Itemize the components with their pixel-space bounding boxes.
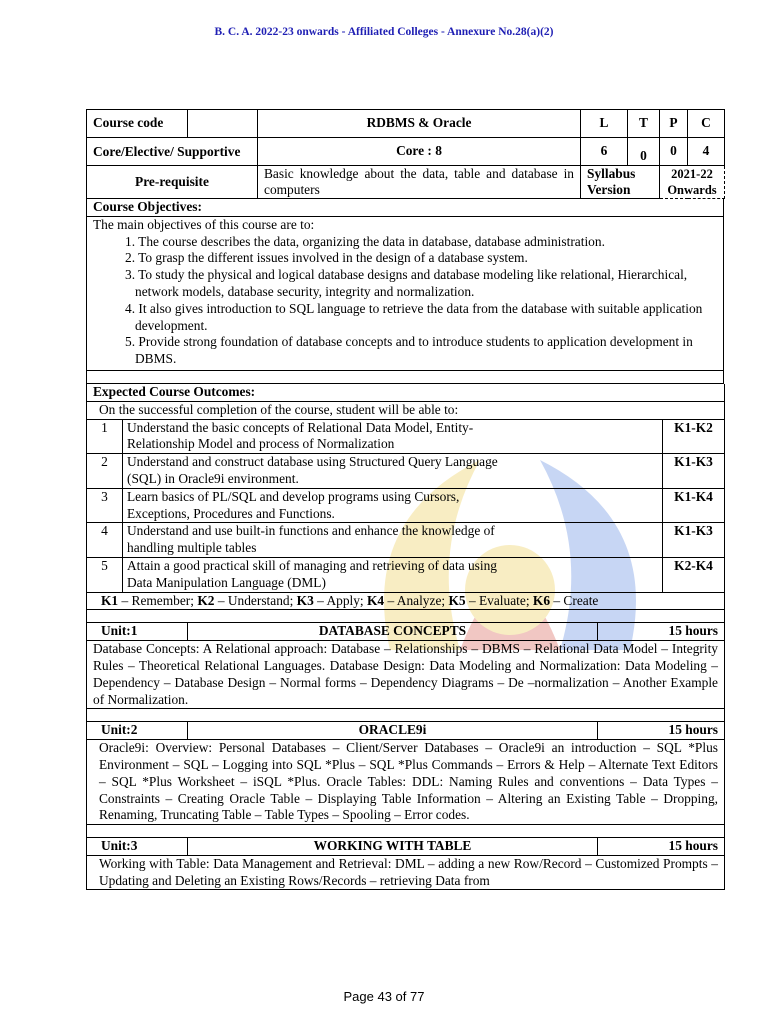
unit-header-row bbox=[87, 623, 725, 640]
knowledge-level-legend bbox=[87, 592, 725, 610]
unit-content: Working with Table: Data Management and Retrieval: DML – adding a new Row/Record – Customized Prompts – Updating and Deleting an Existing Rows/Records – retrieving Data from bbox=[87, 855, 725, 890]
credits-t: 0 bbox=[628, 138, 660, 166]
unit-title: DATABASE CONCEPTS bbox=[188, 623, 598, 640]
course-type-value: Core : 8 bbox=[258, 138, 581, 166]
legend-value: – Remember; bbox=[118, 592, 198, 608]
outcome-row bbox=[87, 523, 725, 558]
unit-hours: 15 hours bbox=[598, 623, 725, 640]
outcome-row bbox=[87, 454, 725, 489]
legend-value: – Create bbox=[550, 592, 599, 608]
outcome-number: 2 bbox=[87, 454, 123, 489]
outcome-row bbox=[87, 488, 725, 523]
credits-p: 0 bbox=[660, 138, 688, 166]
objectives-intro: The main objectives of this course are to: bbox=[93, 216, 315, 232]
legend-key: K2 bbox=[197, 592, 215, 608]
outcome-number: 4 bbox=[87, 523, 123, 558]
units-table bbox=[86, 623, 725, 890]
outcome-row bbox=[87, 557, 725, 592]
document-header: B. C. A. 2022-23 onwards - Affiliated Colleges - Annexure No.28(a)(2) bbox=[214, 26, 554, 38]
prerequisite-label: Pre-requisite bbox=[87, 166, 258, 199]
outcome-level: K1-K3 bbox=[663, 523, 725, 558]
legend-key: K6 bbox=[532, 592, 551, 608]
unit-title: WORKING WITH TABLE bbox=[188, 838, 598, 856]
objective-item: 1. The course describes the data, organizing the data in database, database administration. bbox=[125, 233, 605, 249]
outcome-level: K1-K3 bbox=[663, 454, 725, 489]
outcome-number: 5 bbox=[87, 557, 123, 592]
outcome-text: Understand the basic concepts of Relational Data Model, Entity-Relationship Model and process of Normalization bbox=[123, 419, 663, 454]
course-code-label: Course code bbox=[87, 110, 188, 138]
unit-hours: 15 hours bbox=[598, 838, 725, 856]
course-info-table bbox=[86, 109, 725, 199]
course-title: RDBMS & Oracle bbox=[258, 110, 581, 138]
unit-content: Oracle9i: Overview: Personal Databases – Client/Server Databases – Oracle9i an introduction – SQL *Plus Environment – SQL – Logging into SQL *Plus – SQL *Plus Commands – Errors & Help – Alternate Text Editors – SQL *Plus Worksheet – iSQL *Plus. Oracle Tables: DDL: Naming Rules and conventions – Data Types – Constraints – Creating Oracle Table – Displaying Table Information – Altering an Existing Table – Dropping, Renaming, Truncating Table – Table Types – Spooling – Error codes. bbox=[87, 740, 725, 825]
col-t-label: T bbox=[628, 110, 660, 138]
course-code-value bbox=[188, 110, 258, 138]
outcomes-table bbox=[86, 384, 725, 623]
col-p-label: P bbox=[660, 110, 688, 138]
objective-item: 3. To study the physical and logical database designs and database modeling like relational, Hierarchical, network models, database security, integrity and normalization. bbox=[125, 267, 688, 299]
legend-value: – Apply; bbox=[313, 592, 367, 608]
outcome-number: 3 bbox=[87, 488, 123, 523]
legend-value: – Evaluate; bbox=[465, 592, 533, 608]
outcome-level: K1-K2 bbox=[663, 419, 725, 454]
outcome-level: K1-K4 bbox=[663, 488, 725, 523]
outcomes-intro: On the successful completion of the course, student will be able to: bbox=[87, 401, 725, 419]
legend-key: K5 bbox=[448, 592, 466, 608]
col-l-label: L bbox=[581, 110, 628, 138]
outcome-number: 1 bbox=[87, 419, 123, 454]
syllabus-version-label: Syllabus Version bbox=[581, 166, 660, 199]
prerequisite-value: Basic knowledge about the data, table and database in computers bbox=[258, 166, 581, 199]
legend-value: – Understand; bbox=[214, 592, 297, 608]
legend-value: – Analyze; bbox=[384, 592, 449, 608]
objective-item: 4. It also gives introduction to SQL language to retrieve the data from the database with suitable application development. bbox=[125, 300, 703, 333]
outcome-text: Understand and construct database using Structured Query Language (SQL) in Oracle9i environment. bbox=[123, 454, 663, 489]
credits-c: 4 bbox=[688, 138, 725, 166]
unit-title: ORACLE9i bbox=[188, 722, 598, 740]
page-number: Page 43 of 77 bbox=[343, 989, 425, 1004]
unit-content: Database Concepts: A Relational approach: Database – Relationships – DBMS – Relational Data Model – Integrity Rules – Theoretical Relational Languages. Database Design: Data Modeling and Normalization: Data Modeling – Dependency – Database Design – Normal forms – Dependency Diagrams – De –normalization – Another Example of Normalization. bbox=[87, 641, 725, 709]
syllabus-version-value: 2021-22 Onwards bbox=[660, 166, 725, 199]
outcome-text: Attain a good practical skill of managing and retrieving of data using Data Manipulation Language (DML) bbox=[123, 557, 663, 592]
syllabus-document bbox=[86, 109, 724, 890]
outcome-text: Learn basics of PL/SQL and develop programs using Cursors, Exceptions, Procedures and Functions. bbox=[123, 488, 663, 523]
objectives-heading: Course Objectives: bbox=[87, 199, 724, 216]
outcome-level: K2-K4 bbox=[663, 557, 725, 592]
legend-key: K1 bbox=[101, 592, 119, 608]
outcomes-heading: Expected Course Outcomes: bbox=[87, 384, 725, 401]
legend-key: K4 bbox=[367, 592, 385, 608]
course-type-label: Core/Elective/ Supportive bbox=[87, 138, 258, 166]
unit-header-row bbox=[87, 838, 725, 856]
objective-item: 5. Provide strong foundation of database concepts and to introduce students to application development in DBMS. bbox=[125, 334, 693, 367]
col-c-label: C bbox=[688, 110, 725, 138]
objectives-table bbox=[86, 199, 724, 384]
legend-key: K3 bbox=[296, 592, 314, 608]
credits-l: 6 bbox=[581, 138, 628, 166]
unit-hours: 15 hours bbox=[598, 722, 725, 740]
unit-header-row bbox=[87, 722, 725, 740]
outcome-row bbox=[87, 419, 725, 454]
objective-item: 2. To grasp the different issues involved in the design of a database system. bbox=[125, 250, 528, 266]
objectives-list bbox=[93, 234, 717, 368]
unit-label: Unit:2 bbox=[87, 722, 188, 740]
unit-label: Unit:3 bbox=[87, 838, 188, 856]
outcome-text: Understand and use built-in functions and enhance the knowledge of handling multiple tables bbox=[123, 523, 663, 558]
unit-label: Unit:1 bbox=[87, 623, 188, 640]
